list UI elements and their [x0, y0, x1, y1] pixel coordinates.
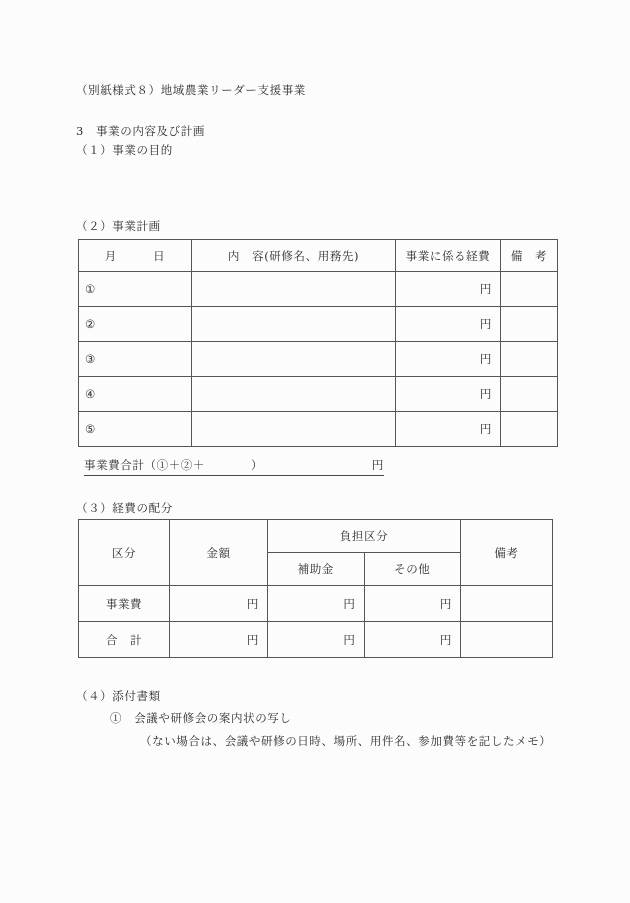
header-hojokin: 補助金 — [268, 553, 365, 586]
total-unit: 円 — [371, 458, 384, 472]
row-hojokin[interactable]: 円 — [268, 622, 365, 658]
table-header-row — [79, 240, 558, 272]
row-index: ③ — [79, 342, 192, 377]
row-note[interactable] — [501, 412, 558, 447]
header-note: 備 考 — [501, 240, 558, 272]
row-index: ① — [79, 272, 192, 307]
row-sonota[interactable]: 円 — [364, 586, 461, 622]
attachment-item-1-note: （ない場合は、会議や研修の日時、場所、用件名、参加費等を記したメモ） — [140, 734, 552, 748]
row-cost[interactable]: 円 — [396, 307, 501, 342]
header-cost: 事業に係る経費 — [396, 240, 501, 272]
table-row — [79, 412, 558, 447]
header-kingaku: 金額 — [170, 520, 268, 586]
row-cost[interactable]: 円 — [396, 342, 501, 377]
header-futan-kubun: 負担区分 — [268, 520, 461, 553]
row-note[interactable] — [501, 342, 558, 377]
row-cost[interactable]: 円 — [396, 272, 501, 307]
document-title: （別紙様式８）地域農業リーダー支援事業 — [76, 83, 306, 97]
row-kubun: 事業費 — [79, 586, 170, 622]
row-kubun: 合 計 — [79, 622, 170, 658]
table-row — [79, 586, 553, 622]
row-biko[interactable] — [461, 586, 553, 622]
cost-allocation-table — [78, 519, 553, 658]
row-kingaku[interactable]: 円 — [170, 622, 268, 658]
table-row — [79, 342, 558, 377]
section-heading-3: 3 事業の内容及び計画 — [76, 124, 205, 138]
row-sonota[interactable]: 円 — [364, 622, 461, 658]
total-close-paren: ） — [251, 458, 264, 472]
row-hojokin[interactable]: 円 — [268, 586, 365, 622]
row-note[interactable] — [501, 377, 558, 412]
row-biko[interactable] — [461, 622, 553, 658]
table-row — [79, 272, 558, 307]
row-description[interactable] — [192, 377, 396, 412]
row-kingaku[interactable]: 円 — [170, 586, 268, 622]
row-cost[interactable]: 円 — [396, 377, 501, 412]
row-description[interactable] — [192, 342, 396, 377]
row-description[interactable] — [192, 412, 396, 447]
row-note[interactable] — [501, 272, 558, 307]
business-cost-total-line — [84, 457, 384, 476]
table-row — [79, 377, 558, 412]
header-date: 月 日 — [79, 240, 192, 272]
business-plan-table — [78, 239, 558, 447]
row-cost[interactable]: 円 — [396, 412, 501, 447]
attachment-item-1: ① 会議や研修会の案内状の写し — [110, 711, 292, 725]
header-kubun: 区分 — [79, 520, 170, 586]
row-index: ④ — [79, 377, 192, 412]
table-row — [79, 307, 558, 342]
subsection-heading-3: （３）経費の配分 — [76, 501, 173, 515]
row-note[interactable] — [501, 307, 558, 342]
subsection-heading-2: （２）事業計画 — [76, 219, 161, 233]
row-index: ② — [79, 307, 192, 342]
header-sonota: その他 — [364, 553, 461, 586]
row-description[interactable] — [192, 272, 396, 307]
table-header-row-top — [79, 520, 553, 553]
table-row — [79, 622, 553, 658]
subsection-heading-4: （４）添付書類 — [76, 689, 161, 703]
row-description[interactable] — [192, 307, 396, 342]
header-description: 内 容(研修名、用務先) — [192, 240, 396, 272]
header-biko: 備考 — [461, 520, 553, 586]
subsection-heading-1: （１）事業の目的 — [76, 143, 173, 157]
row-index: ⑤ — [79, 412, 192, 447]
total-label: 事業費合計（①＋②＋ — [84, 458, 205, 472]
